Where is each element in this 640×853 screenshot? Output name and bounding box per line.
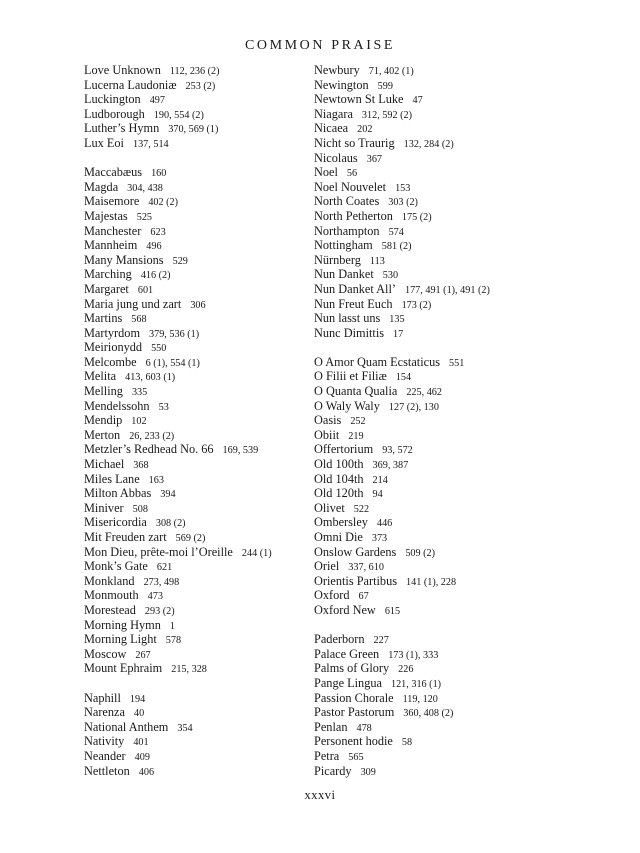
index-entry — [314, 151, 614, 166]
tune-name: Nun Freut Euch — [314, 296, 393, 311]
index-entry — [84, 705, 306, 720]
index-entry — [84, 326, 306, 341]
hymn-numbers: 621 — [156, 562, 173, 574]
hymn-numbers: 379, 536 (1) — [149, 328, 200, 340]
index-entry — [314, 238, 614, 253]
hymn-numbers: 581 (2) — [381, 241, 412, 253]
index-entry — [314, 107, 614, 122]
hymn-numbers: 601 — [137, 284, 154, 296]
tune-name: Nativity — [84, 734, 125, 749]
index-entry — [314, 136, 614, 151]
index-entry — [84, 545, 306, 560]
index-entry — [84, 238, 306, 253]
tune-name: Mendelssohn — [84, 398, 150, 413]
index-entry — [84, 428, 306, 443]
tune-name: O Quanta Qualia — [314, 384, 398, 399]
tune-name: Martins — [84, 311, 123, 326]
hymn-numbers: 132, 284 (2) — [403, 138, 454, 150]
hymn-numbers: 252 — [350, 416, 366, 428]
index-entry — [84, 121, 306, 136]
index-entry — [84, 107, 306, 122]
hymn-numbers: 58 — [401, 737, 413, 749]
section-gap — [314, 618, 614, 633]
hymn-numbers: 40 — [133, 708, 145, 720]
hymn-numbers: 17 — [393, 328, 404, 340]
hymn-numbers: 93, 572 — [382, 445, 413, 457]
tune-name: Nicht so Traurig — [314, 135, 395, 150]
tune-name: Personent hodie — [314, 734, 393, 749]
index-entry — [84, 442, 306, 457]
tune-name: Naphill — [84, 690, 121, 705]
index-entry — [84, 399, 306, 414]
index-entry — [314, 428, 614, 443]
index-entry — [84, 647, 306, 662]
hymn-numbers: 522 — [353, 503, 370, 515]
tune-name: Manchester — [84, 223, 142, 238]
tune-name: Palms of Glory — [314, 661, 390, 676]
tune-name: Margaret — [84, 281, 129, 296]
hymn-numbers: 368 — [133, 460, 149, 472]
index-entry — [314, 267, 614, 282]
hymn-numbers: 446 — [376, 518, 393, 530]
index-entry — [84, 384, 306, 399]
hymn-numbers: 53 — [158, 401, 169, 413]
index-entry — [314, 457, 614, 472]
tune-name: Pange Lingua — [314, 675, 382, 690]
hymn-numbers: 551 — [449, 357, 465, 369]
tune-name: Nottingham — [314, 238, 373, 253]
hymn-numbers: 175 (2) — [401, 211, 432, 223]
tune-name: Metzler’s Redhead No. 66 — [84, 442, 214, 457]
index-entry — [314, 311, 614, 326]
index-entry — [314, 194, 614, 209]
index-entry — [84, 588, 306, 603]
tune-name: Melling — [84, 384, 123, 399]
hymn-numbers: 163 — [148, 474, 164, 486]
tune-name: Noel — [314, 165, 338, 180]
section-gap — [314, 340, 614, 355]
index-entry — [314, 705, 614, 720]
tune-name: Obiit — [314, 427, 340, 442]
tune-name: Misericordia — [84, 515, 147, 530]
tune-name: Mit Freuden zart — [84, 530, 167, 544]
tune-name: Neander — [84, 748, 126, 763]
index-entry — [84, 253, 306, 268]
tune-name: Mendip — [84, 413, 123, 428]
index-entry — [314, 764, 614, 779]
tune-name: Northampton — [314, 223, 380, 238]
hymn-numbers: 369, 387 — [372, 460, 409, 472]
hymn-numbers: 71, 402 (1) — [368, 66, 414, 77]
hymn-numbers: 509 (2) — [405, 547, 436, 559]
hymn-numbers: 304, 438 — [127, 182, 163, 194]
index-entry — [84, 209, 306, 224]
hymn-numbers: 219 — [348, 430, 364, 442]
index-entry — [84, 691, 306, 706]
index-entry — [314, 588, 614, 603]
hymn-numbers: 337, 610 — [348, 562, 384, 574]
tune-name: Old 100th — [314, 457, 364, 472]
tune-name: Nürnberg — [314, 252, 361, 267]
tune-name: Morning Light — [84, 632, 157, 647]
index-entry — [314, 647, 614, 662]
hymn-numbers: 135 — [389, 314, 405, 326]
tune-name: Lucerna Laudoniæ — [84, 77, 177, 92]
hymn-numbers: 394 — [160, 489, 176, 501]
tune-name: North Petherton — [314, 208, 393, 223]
hymn-numbers: 202 — [357, 124, 373, 136]
hymn-numbers: 119, 120 — [402, 693, 438, 705]
running-header: COMMON PRAISE — [244, 38, 396, 53]
tune-name: Nun Danket All’ — [314, 281, 396, 296]
tune-name: Old 104th — [314, 471, 364, 486]
hymn-numbers: 370, 569 (1) — [168, 124, 219, 136]
index-entry — [314, 442, 614, 457]
tune-name: Pastor Pastorum — [314, 705, 395, 720]
tune-name: Morestead — [84, 602, 136, 617]
index-entry — [84, 632, 306, 647]
index-entry — [314, 413, 614, 428]
tune-name: Michael — [84, 457, 125, 472]
hymn-numbers: 497 — [149, 95, 165, 107]
hymn-numbers: 141 (1), 228 — [406, 576, 457, 588]
tune-name: Petra — [314, 748, 340, 763]
hymn-numbers: 309 — [360, 766, 376, 778]
index-entry — [84, 340, 306, 355]
hymn-numbers: 67 — [358, 591, 369, 603]
tune-name: O Filii et Filiæ — [314, 369, 387, 384]
index-entry — [314, 180, 614, 195]
tune-name: Oasis — [314, 413, 342, 428]
hymn-numbers: 137, 514 — [132, 138, 169, 150]
tune-name: Love Unknown — [84, 63, 161, 77]
tune-name: Ludborough — [84, 106, 145, 121]
hymn-numbers: 214 — [372, 474, 388, 486]
hymn-numbers: 623 — [150, 226, 166, 238]
index-entry — [314, 369, 614, 384]
tune-name: Omni Die — [314, 530, 363, 544]
hymn-numbers: 127 (2), 130 — [388, 401, 439, 413]
hymn-numbers: 308 (2) — [155, 518, 186, 530]
tune-name: Picardy — [314, 763, 352, 778]
section-gap — [84, 676, 306, 691]
hymn-numbers: 565 — [348, 751, 364, 763]
index-entry — [84, 603, 306, 618]
section-gap — [84, 151, 306, 166]
tune-name: Oxford New — [314, 602, 376, 617]
hymn-numbers: 273, 498 — [143, 576, 180, 588]
index-entry — [314, 165, 614, 180]
index-entry — [84, 749, 306, 764]
hymn-numbers: 225, 462 — [406, 387, 442, 399]
tune-name: Monmouth — [84, 588, 139, 603]
index-entry — [84, 472, 306, 487]
tune-name: Nun Danket — [314, 267, 374, 282]
index-entry — [314, 326, 614, 341]
index-entry — [84, 311, 306, 326]
hymn-numbers: 113 — [369, 255, 385, 267]
tune-name: Magda — [84, 179, 119, 194]
index-entry — [314, 661, 614, 676]
hymn-numbers: 253 (2) — [185, 80, 216, 92]
tune-name: Luther’s Hymn — [84, 121, 160, 136]
hymn-numbers: 190, 554 (2) — [153, 109, 204, 121]
tune-name: North Coates — [314, 194, 380, 209]
tune-name: Noel Nouvelet — [314, 179, 387, 194]
hymn-numbers: 1 — [169, 620, 175, 632]
tune-name: Newbury — [314, 63, 360, 77]
index-entry — [314, 63, 614, 78]
tune-name: Penlan — [314, 719, 348, 734]
index-entry — [314, 632, 614, 647]
index-column-right — [314, 63, 614, 778]
tune-name: O Amor Quam Ecstaticus — [314, 354, 441, 369]
index-entry — [84, 486, 306, 501]
page-number: xxxvi — [304, 788, 336, 802]
index-entry — [314, 355, 614, 370]
index-entry — [84, 92, 306, 107]
tune-name: Paderborn — [314, 632, 365, 647]
index-entry — [84, 282, 306, 297]
hymn-numbers: 169, 539 — [222, 445, 259, 457]
index-entry — [314, 734, 614, 749]
hymn-numbers: 173 (2) — [401, 299, 432, 311]
tune-name: Newington — [314, 77, 369, 92]
index-entry — [314, 691, 614, 706]
hymn-numbers: 102 — [131, 416, 147, 428]
hymn-numbers: 373 — [371, 533, 388, 544]
index-entry — [314, 676, 614, 691]
hymn-numbers: 478 — [356, 722, 372, 734]
hymn-numbers: 473 — [147, 591, 163, 603]
tune-name: Niagara — [314, 106, 353, 121]
hymn-numbers: 6 (1), 554 (1) — [145, 357, 200, 369]
tune-name: Olivet — [314, 500, 345, 515]
hymn-numbers: 402 (2) — [148, 197, 179, 209]
hymn-numbers: 112, 236 (2) — [169, 66, 220, 77]
tune-name: Maccabæus — [84, 165, 143, 180]
index-entry — [84, 720, 306, 735]
tune-name: Onslow Gardens — [314, 544, 397, 559]
hymn-numbers: 413, 603 (1) — [125, 372, 176, 384]
hymn-numbers: 574 — [388, 226, 404, 238]
hymn-numbers: 360, 408 (2) — [403, 708, 454, 720]
tune-name: Maria jung und zart — [84, 296, 182, 311]
hymn-numbers: 508 — [132, 503, 148, 515]
hymn-numbers: 578 — [165, 635, 182, 647]
index-entry — [314, 78, 614, 93]
index-entry — [84, 734, 306, 749]
hymn-numbers: 409 — [134, 751, 150, 763]
hymn-numbers: 303 (2) — [388, 197, 418, 209]
hymn-numbers: 530 — [382, 270, 399, 282]
hymn-numbers: 354 — [177, 722, 193, 734]
tune-name: Marching — [84, 267, 132, 282]
hymn-numbers: 94 — [372, 489, 383, 501]
hymn-numbers: 153 — [395, 182, 411, 194]
index-entry — [84, 267, 306, 282]
hymn-numbers: 550 — [151, 343, 167, 355]
tune-name: Mount Ephraim — [84, 661, 163, 676]
hymn-numbers: 227 — [373, 635, 389, 647]
tune-name: Oxford — [314, 588, 350, 603]
hymn-numbers: 406 — [138, 766, 155, 778]
hymn-numbers: 496 — [146, 241, 162, 253]
index-entry — [314, 486, 614, 501]
tune-name: Ombersley — [314, 515, 368, 530]
tune-name: Miles Lane — [84, 471, 140, 486]
index-entry — [84, 369, 306, 384]
index-entry — [84, 355, 306, 370]
hymn-numbers: 173 (1), 333 — [388, 649, 439, 661]
hymn-numbers: 267 — [135, 649, 151, 661]
tune-name: Majestas — [84, 208, 128, 223]
tune-name: Many Mansions — [84, 252, 164, 267]
hymn-numbers: 293 (2) — [144, 605, 175, 617]
hymn-numbers: 569 (2) — [175, 533, 206, 544]
tune-name: Oriel — [314, 559, 340, 574]
index-entry — [314, 530, 614, 545]
index-entry — [84, 559, 306, 574]
tune-name: Meirionydd — [84, 340, 143, 355]
tune-name: Passion Chorale — [314, 690, 394, 705]
tune-name: Nettleton — [84, 763, 130, 778]
tune-name: Luckington — [84, 92, 141, 107]
hymn-numbers: 194 — [129, 693, 146, 705]
hymn-numbers: 56 — [346, 168, 358, 180]
index-entry — [84, 136, 306, 151]
index-entry — [84, 661, 306, 676]
index-entry — [84, 297, 306, 312]
tune-name: Miniver — [84, 500, 124, 515]
index-entry — [314, 282, 614, 297]
index-entry — [84, 63, 306, 78]
tune-name: Moscow — [84, 646, 127, 661]
index-entry — [84, 165, 306, 180]
tune-name: Mannheim — [84, 238, 138, 253]
tune-name: Nicaea — [314, 121, 349, 136]
tune-name: Monkland — [84, 573, 135, 588]
tune-name: Merton — [84, 427, 121, 442]
tune-name: Melcombe — [84, 354, 137, 369]
tune-name: Nicolaus — [314, 150, 358, 165]
tune-name: Orientis Partibus — [314, 573, 397, 588]
hymn-numbers: 416 (2) — [140, 270, 171, 282]
index-entry — [314, 749, 614, 764]
hymn-numbers: 525 — [136, 211, 152, 223]
index-entry — [84, 78, 306, 93]
index-entry — [314, 209, 614, 224]
tune-name: Newtown St Luke — [314, 92, 404, 107]
hymn-numbers: 177, 491 (1), 491 (2) — [404, 284, 490, 296]
tune-name: National Anthem — [84, 719, 169, 734]
index-entry — [84, 764, 306, 779]
index-entry — [84, 413, 306, 428]
tune-name: Nun lasst uns — [314, 311, 381, 326]
index-entry — [314, 224, 614, 239]
index-entry — [84, 618, 306, 633]
tune-name: Nunc Dimittis — [314, 325, 385, 340]
hymn-numbers: 401 — [133, 737, 149, 749]
index-entry — [314, 501, 614, 516]
index-entry — [84, 224, 306, 239]
index-entry — [84, 501, 306, 516]
index-entry — [314, 121, 614, 136]
hymn-numbers: 529 — [172, 255, 188, 267]
hymn-numbers: 226 — [398, 664, 414, 676]
index-entry — [84, 457, 306, 472]
hymn-numbers: 335 — [131, 387, 148, 399]
tune-name: Maisemore — [84, 194, 140, 209]
index-entry — [314, 399, 614, 414]
hymn-numbers: 47 — [412, 95, 423, 107]
tune-name: O Waly Waly — [314, 398, 380, 413]
index-column-left — [84, 63, 306, 778]
tune-name: Morning Hymn — [84, 617, 161, 632]
index-entry — [84, 515, 306, 530]
tune-name: Palace Green — [314, 646, 380, 661]
hymn-numbers: 154 — [395, 372, 412, 384]
tune-name: Melita — [84, 369, 117, 384]
hymn-numbers: 244 (1) — [241, 547, 272, 559]
index-entry — [314, 574, 614, 589]
hymn-numbers: 160 — [151, 168, 167, 180]
index-entry — [314, 384, 614, 399]
hymn-numbers: 215, 328 — [171, 664, 207, 676]
index-entry — [84, 574, 306, 589]
index-entry — [314, 92, 614, 107]
tune-name: Mon Dieu, prête-moi l’Oreille — [84, 544, 233, 559]
tune-name: Milton Abbas — [84, 486, 152, 501]
tune-name: Offertorium — [314, 442, 374, 457]
hymn-numbers: 121, 316 (1) — [390, 678, 442, 690]
hymn-numbers: 367 — [366, 153, 382, 165]
index-entry — [84, 194, 306, 209]
tune-name: Martyrdom — [84, 325, 141, 340]
index-entry — [314, 545, 614, 560]
index-entry — [314, 559, 614, 574]
tune-name: Narenza — [84, 705, 125, 720]
index-entry — [84, 180, 306, 195]
tune-name: Lux Eoi — [84, 135, 124, 150]
tune-name: Monk’s Gate — [84, 559, 148, 574]
index-entry — [314, 472, 614, 487]
hymn-numbers: 599 — [377, 80, 393, 92]
tune-name: Old 120th — [314, 486, 364, 501]
index-entry — [314, 253, 614, 268]
hymn-numbers: 306 — [190, 299, 206, 311]
index-entry — [314, 297, 614, 312]
index-entry — [84, 530, 306, 545]
hymn-numbers: 568 — [131, 314, 147, 326]
index-entry — [314, 603, 614, 618]
index-entry — [314, 515, 614, 530]
index-entry — [314, 720, 614, 735]
hymn-numbers: 312, 592 (2) — [361, 109, 413, 121]
hymn-numbers: 615 — [384, 605, 401, 617]
hymn-numbers: 26, 233 (2) — [129, 430, 175, 442]
